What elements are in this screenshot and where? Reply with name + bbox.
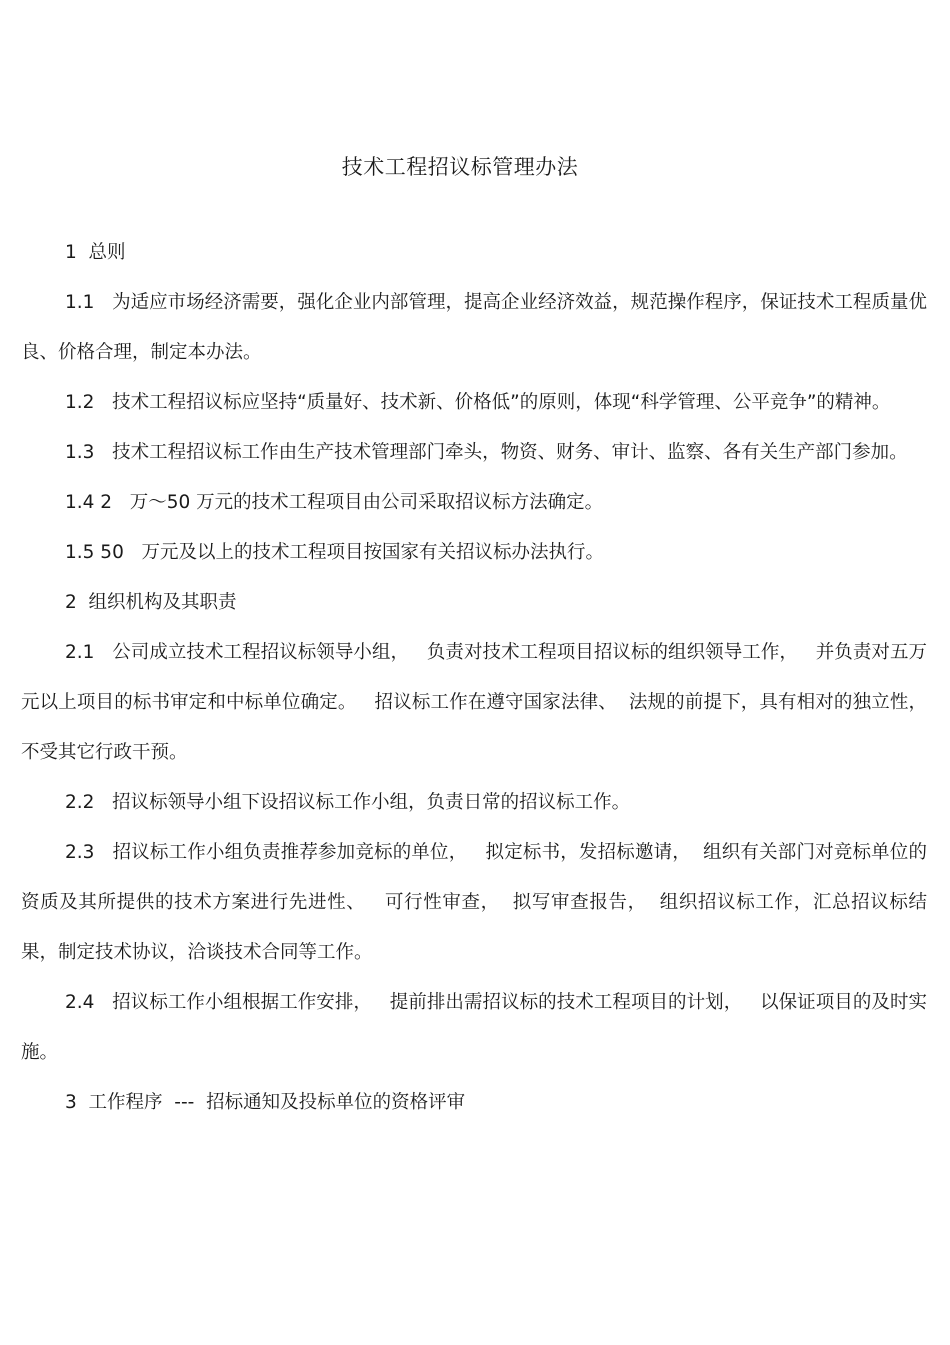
- document-body: [21, 228, 927, 1128]
- document-title: 技术工程招议标管理办法: [341, 155, 579, 179]
- paragraph-1-1: 1.1 为适应市场经济需要，强化企业内部管理，提高企业经济效益，规范操作程序，保证技术工程质量优良、价格合理，制定本办法。: [21, 292, 927, 363]
- paragraph-1-4: 1.4 2 万～50 万元的技术工程项目由公司采取招议标方法确定。: [65, 492, 604, 513]
- paragraph-1-3: 1.3 技术工程招议标工作由生产技术管理部门牵头，物资、财务、审计、监察、各有关生产部门参加。: [65, 442, 908, 463]
- section-heading-organization: 2 组织机构及其职责: [65, 592, 237, 613]
- paragraph-2-1: 2.1 公司成立技术工程招议标领导小组， 负责对技术工程项目招议标的组织领导工作， 并负责对五万元以上项目的标书审定和中标单位确定。 招议标工作在遵守国家法律、 法规的前提下，具有相对的独立性，不受其它行政干预。: [21, 642, 927, 763]
- section-heading-general: 1 总则: [65, 242, 126, 263]
- paragraph-1-5: 1.5 50 万元及以上的技术工程项目按国家有关招议标办法执行。: [65, 542, 604, 563]
- paragraph-1-2: 1.2 技术工程招议标应坚持“质量好、技术新、价格低”的原则，体现“科学管理、公平竞争”的精神。: [65, 392, 891, 413]
- section-heading-procedure: 3 工作程序 --- 招标通知及投标单位的资格评审: [65, 1092, 466, 1113]
- paragraph-2-3: 2.3 招议标工作小组负责推荐参加竞标的单位， 拟定标书，发招标邀请， 组织有关部门对竞标单位的资质及其所提供的技术方案进行先进性、 可行性审查， 拟写审查报告， 组织招议标工作，汇总招议标结果，制定技术协议，洽谈技术合同等工作。: [21, 842, 927, 963]
- paragraph-2-4: 2.4 招议标工作小组根据工作安排， 提前排出需招议标的技术工程项目的计划， 以保证项目的及时实施。: [21, 992, 927, 1063]
- paragraph-2-2: 2.2 招议标领导小组下设招议标工作小组，负责日常的招议标工作。: [65, 792, 631, 813]
